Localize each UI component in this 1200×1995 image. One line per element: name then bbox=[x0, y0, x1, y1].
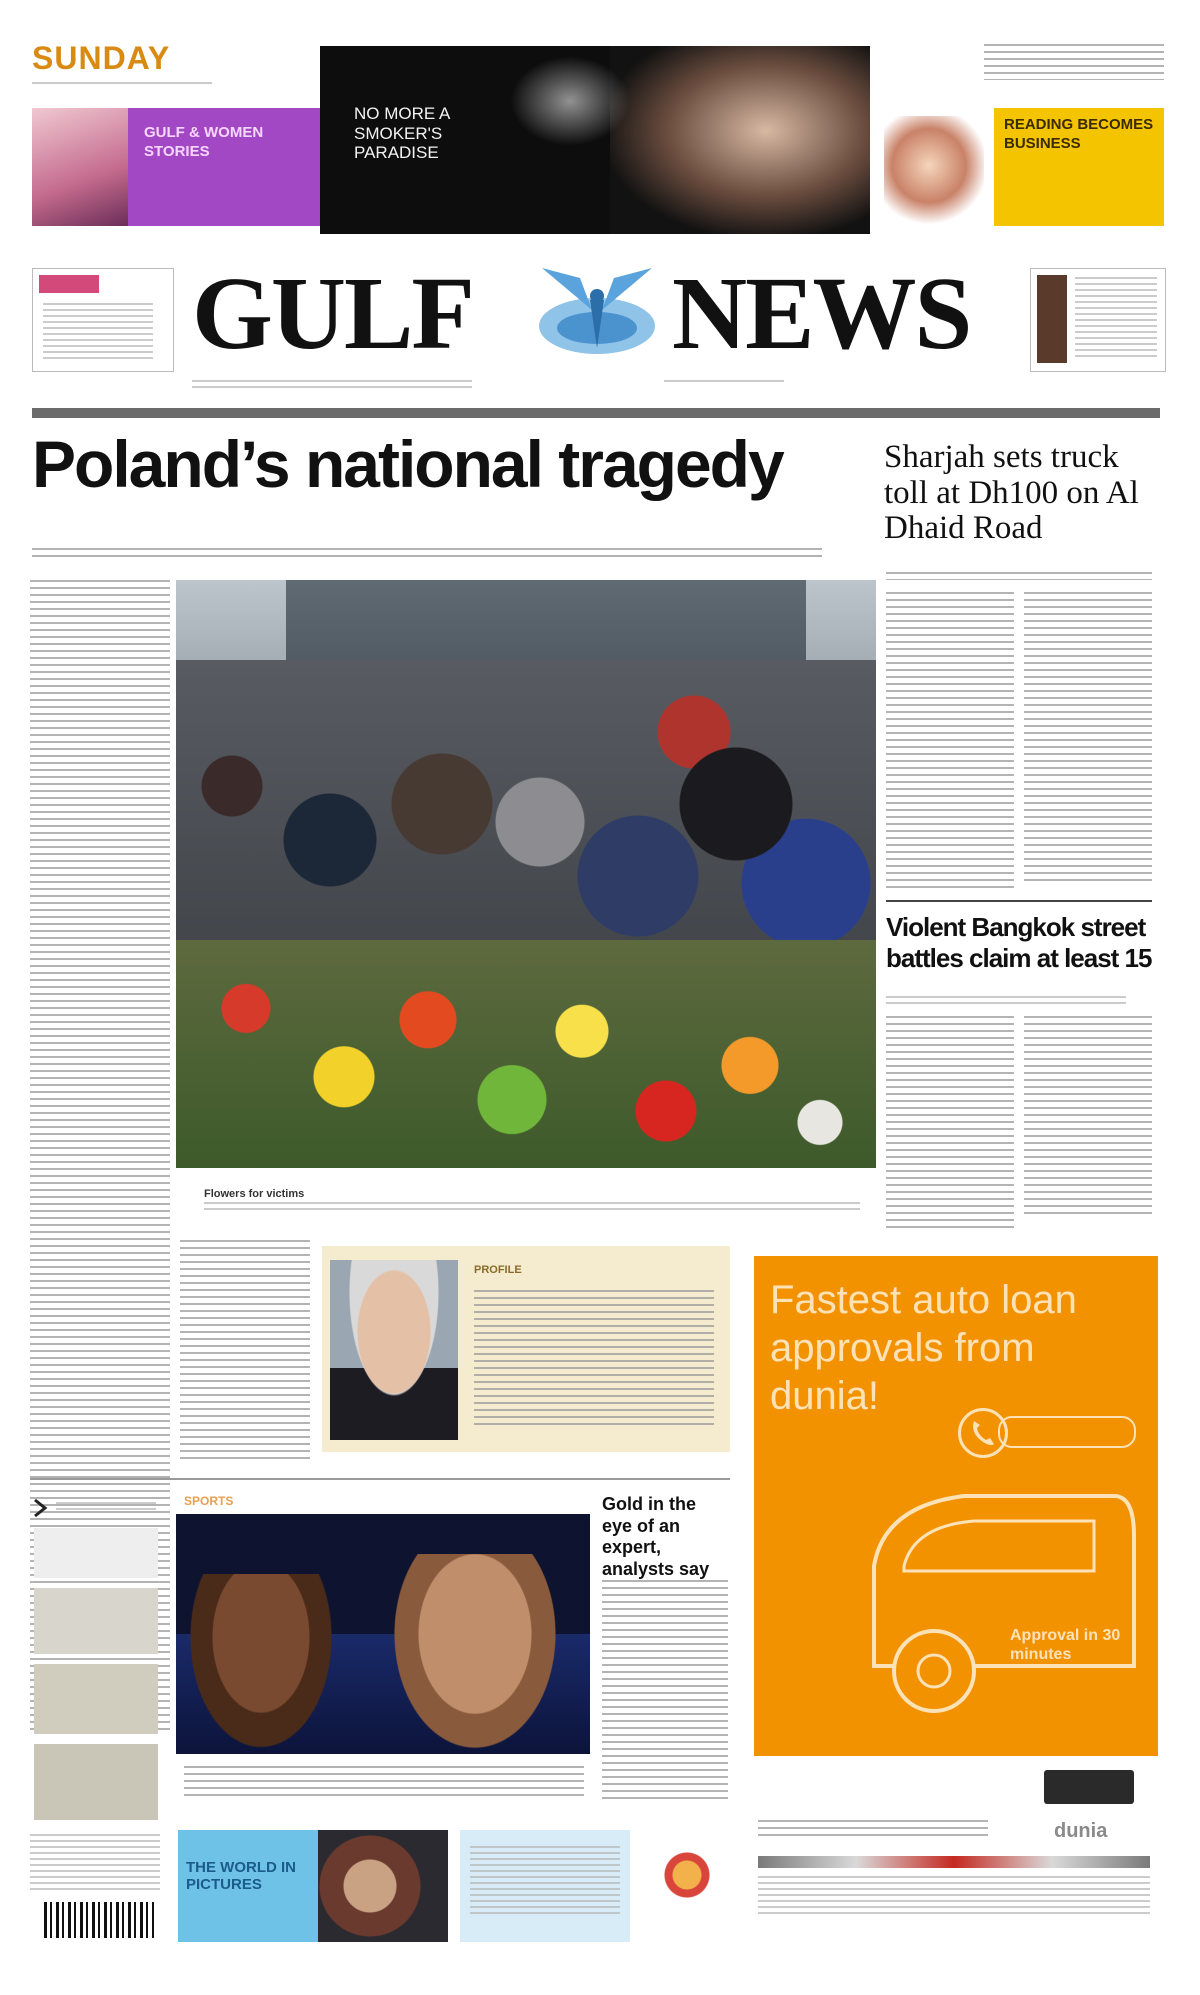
lead-headline[interactable]: Poland’s national tragedy bbox=[32, 427, 783, 501]
fighter-left bbox=[186, 1574, 336, 1754]
teaser-photo bbox=[32, 108, 128, 226]
bottom-ad-graphic bbox=[652, 1850, 722, 1900]
masthead-title-left: GULF bbox=[192, 256, 473, 371]
sidebar-story-deck bbox=[886, 572, 1152, 580]
second-story-col-2 bbox=[1024, 1016, 1152, 1216]
bottom-ad[interactable] bbox=[638, 1830, 738, 1942]
teaser-box bbox=[994, 108, 1164, 226]
ear-right-text bbox=[1075, 277, 1157, 361]
masthead-title bbox=[192, 256, 1022, 382]
ad-card-icon bbox=[1044, 1770, 1134, 1804]
teaser-text: READING BECOMES BUSINESS bbox=[1004, 116, 1154, 152]
top-right-text bbox=[984, 44, 1164, 80]
sidebar-story-col-2 bbox=[1024, 592, 1152, 882]
photo-flowers bbox=[176, 940, 876, 1168]
inside-item-3[interactable] bbox=[34, 1664, 158, 1734]
lead-deck bbox=[32, 548, 822, 557]
lead-story-column-2 bbox=[180, 1240, 310, 1460]
bottom-panel-text bbox=[470, 1846, 620, 1916]
auto-loan-ad[interactable] bbox=[754, 1256, 1158, 1756]
lead-photo-caption-title: Flowers for victims bbox=[204, 1188, 305, 1200]
inside-item-2[interactable] bbox=[34, 1588, 158, 1654]
lower-rule bbox=[30, 1478, 730, 1480]
falcon-emblem-icon bbox=[522, 248, 672, 378]
masthead-subline bbox=[192, 380, 472, 392]
smoke bbox=[510, 56, 630, 146]
lead-photo[interactable] bbox=[176, 580, 876, 1168]
world-pictures-text: THE WORLD IN PICTURES bbox=[186, 1859, 296, 1893]
ad-headline: Fastest auto loan approvals from dunia! bbox=[770, 1278, 1077, 1418]
sports-headline[interactable]: Gold in the eye of an expert, analysts say bbox=[602, 1494, 710, 1579]
inside-label bbox=[56, 1502, 156, 1510]
teaser-women[interactable] bbox=[32, 108, 322, 226]
ear-right-photo bbox=[1037, 275, 1067, 363]
ad-offer: Approval in 30 minutes bbox=[1010, 1627, 1121, 1664]
world-in-pictures[interactable] bbox=[178, 1830, 318, 1942]
teaser-text: GULF & WOMEN STORIES bbox=[144, 124, 264, 160]
ad-footer-text bbox=[758, 1820, 988, 1836]
car-icon bbox=[844, 1476, 1144, 1726]
masthead bbox=[24, 256, 1164, 420]
second-story-headline[interactable]: Violent Bangkok street battles claim at least 15 bbox=[886, 912, 1152, 973]
bottom-strip bbox=[30, 1830, 740, 1950]
teaser-text: NO MORE A SMOKER'S PARADISE bbox=[354, 104, 450, 163]
barcode-icon bbox=[44, 1902, 154, 1938]
bottom-weather bbox=[30, 1830, 166, 1942]
sports-photo[interactable] bbox=[176, 1514, 590, 1754]
teaser-photo bbox=[610, 46, 870, 234]
second-story-col-1 bbox=[886, 1016, 1014, 1232]
profile-text bbox=[474, 1290, 714, 1430]
weather-text bbox=[30, 1834, 160, 1894]
ear-left-banner bbox=[39, 275, 99, 293]
chevron-right-icon bbox=[30, 1498, 50, 1518]
masthead-rule bbox=[32, 408, 1160, 418]
sidebar-rule bbox=[886, 900, 1152, 902]
sports-caption bbox=[184, 1766, 584, 1796]
ear-left-text bbox=[43, 303, 153, 363]
inside-sidebar bbox=[30, 1488, 166, 1828]
profile-photo bbox=[330, 1260, 458, 1440]
sports-label: SPORTS bbox=[184, 1494, 234, 1508]
ear-left[interactable] bbox=[32, 268, 174, 372]
ear-right[interactable] bbox=[1030, 268, 1166, 372]
teaser-reading[interactable] bbox=[884, 108, 1174, 226]
ad-color-strip bbox=[758, 1856, 1150, 1868]
masthead-title-right: NEWS bbox=[672, 256, 971, 371]
sidebar-story-headline[interactable]: Sharjah sets truck toll at Dh100 on Al Dhaid Road bbox=[884, 439, 1139, 547]
second-story-deck bbox=[886, 996, 1126, 1004]
fighter-right bbox=[390, 1554, 560, 1754]
profile-box[interactable] bbox=[322, 1246, 730, 1452]
ad-phone-pill bbox=[998, 1416, 1136, 1448]
inside-item-4[interactable] bbox=[34, 1744, 158, 1820]
masthead-subline-2 bbox=[664, 380, 784, 386]
ad-brand: dunia bbox=[1054, 1820, 1108, 1842]
inside-item-1[interactable] bbox=[34, 1528, 158, 1578]
bottom-photo[interactable] bbox=[318, 1830, 448, 1942]
day-label: SUNDAY bbox=[32, 40, 171, 76]
top-bar bbox=[24, 40, 1164, 240]
sports-story-text bbox=[602, 1580, 728, 1800]
lead-photo-caption bbox=[204, 1202, 860, 1212]
teaser-smoker[interactable] bbox=[320, 46, 870, 234]
ad-fine-print bbox=[758, 1876, 1150, 1916]
ad-footer bbox=[754, 1756, 1158, 1926]
teaser-cartoon bbox=[884, 116, 984, 226]
dateline bbox=[32, 82, 212, 88]
sidebar-story-col-1 bbox=[886, 592, 1014, 892]
bottom-panel[interactable] bbox=[460, 1830, 630, 1942]
profile-label: PROFILE bbox=[474, 1264, 522, 1276]
